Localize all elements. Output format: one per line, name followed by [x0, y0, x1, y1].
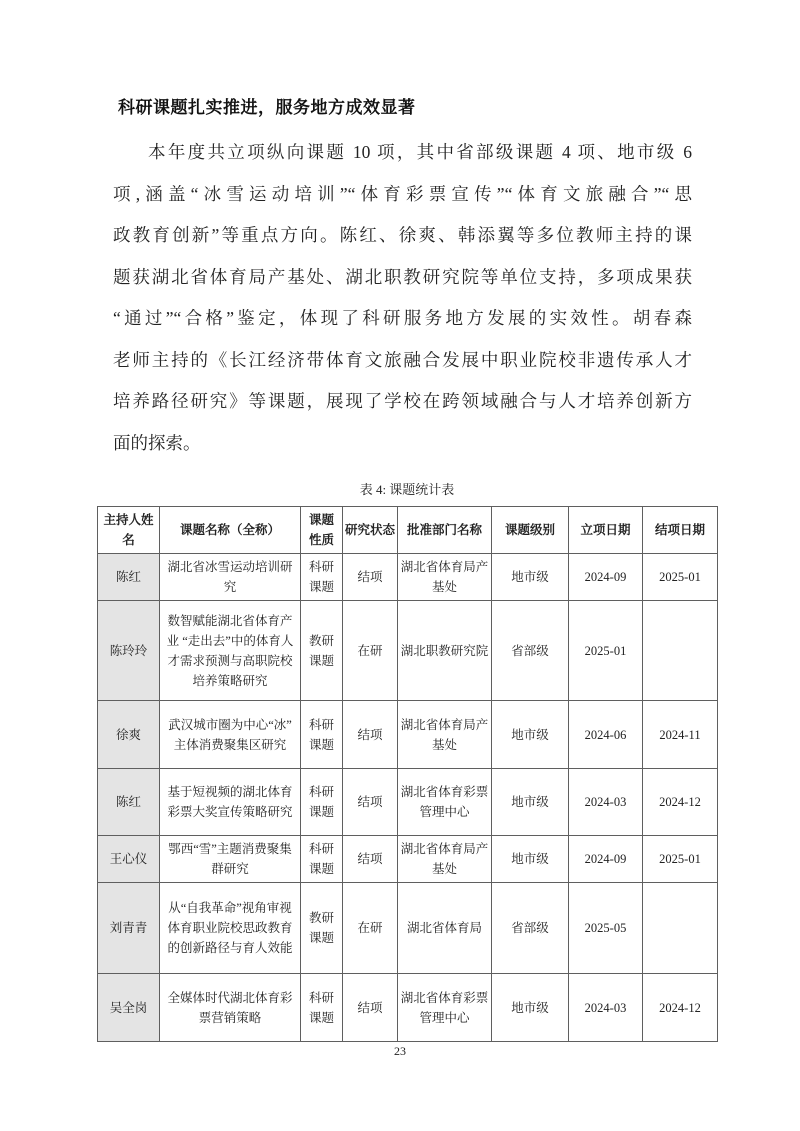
- column-header-topic-nature: 课题性质: [301, 507, 343, 554]
- cell-topic-nature: 科研课题: [301, 769, 343, 836]
- paragraph-line: “通过”“合格”鉴定，体现了科研服务地方发展的实效性。胡春森: [113, 308, 692, 328]
- cell-topic-level: 地市级: [492, 836, 569, 883]
- cell-presider-name: 陈玲玲: [98, 601, 160, 701]
- column-header-presider-name: 主持人姓名: [98, 507, 160, 554]
- body-paragraph: [113, 132, 692, 464]
- cell-topic-title: 湖北省冰雪运动培训研究: [160, 554, 301, 601]
- cell-topic-nature: 科研课题: [301, 974, 343, 1042]
- cell-research-status: 结项: [343, 836, 398, 883]
- cell-end-date: 2024-11: [643, 701, 718, 769]
- cell-approving-department: 湖北省体育局产基处: [398, 836, 492, 883]
- table-row: [98, 554, 718, 601]
- cell-end-date: 2024-12: [643, 769, 718, 836]
- page-number: 23: [394, 1044, 406, 1058]
- cell-approving-department: 湖北职教研究院: [398, 601, 492, 701]
- cell-topic-level: 地市级: [492, 701, 569, 769]
- cell-start-date: 2024-03: [569, 769, 643, 836]
- cell-approving-department: 湖北省体育彩票管理中心: [398, 974, 492, 1042]
- table-row: [98, 769, 718, 836]
- column-header-topic-title: 课题名称（全称）: [160, 507, 301, 554]
- cell-topic-title: 鄂西“雪”主题消费聚集群研究: [160, 836, 301, 883]
- cell-topic-level: 地市级: [492, 974, 569, 1042]
- cell-start-date: 2024-09: [569, 554, 643, 601]
- table-row: [98, 974, 718, 1042]
- cell-end-date: 2025-01: [643, 554, 718, 601]
- cell-topic-title: 基于短视频的湖北体育彩票大奖宣传策略研究: [160, 769, 301, 836]
- cell-research-status: 结项: [343, 974, 398, 1042]
- column-header-topic-level: 课题级别: [492, 507, 569, 554]
- table-caption: 表 4: 课题统计表: [359, 482, 455, 497]
- cell-topic-nature: 科研课题: [301, 701, 343, 769]
- column-header-end-date: 结项日期: [643, 507, 718, 554]
- paragraph-line: 本年度共立项纵向课题 10 项，其中省部级课题 4 项、地市级 6: [148, 142, 692, 162]
- paragraph-line: 培养路径研究》等课题，展现了学校在跨领域融合与人才培养创新方: [113, 391, 692, 411]
- cell-topic-title: 数智赋能湖北省体育产业 “走出去”中的体育人才需求预测与高职院校培养策略研究: [160, 601, 301, 701]
- table-row: [98, 883, 718, 974]
- cell-topic-nature: 教研课题: [301, 883, 343, 974]
- cell-approving-department: 湖北省体育局产基处: [398, 554, 492, 601]
- cell-topic-nature: 教研课题: [301, 601, 343, 701]
- cell-topic-level: 省部级: [492, 883, 569, 974]
- cell-end-date: [643, 601, 718, 701]
- paragraph-line: 老师主持的《长江经济带体育文旅融合发展中职业院校非遗传承人才: [113, 349, 692, 370]
- cell-research-status: 结项: [343, 701, 398, 769]
- paragraph-line: 题获湖北省体育局产基处、湖北职教研究院等单位支持，多项成果获: [113, 266, 692, 287]
- table-row: [98, 601, 718, 701]
- column-header-approving-department: 批准部门名称: [398, 507, 492, 554]
- cell-presider-name: 徐爽: [98, 701, 160, 769]
- cell-research-status: 结项: [343, 554, 398, 601]
- cell-start-date: 2025-01: [569, 601, 643, 701]
- cell-start-date: 2024-03: [569, 974, 643, 1042]
- cell-presider-name: 刘青青: [98, 883, 160, 974]
- cell-topic-level: 地市级: [492, 554, 569, 601]
- cell-approving-department: 湖北省体育彩票管理中心: [398, 769, 492, 836]
- topics-statistics-table: [97, 506, 718, 1042]
- table-row: [98, 836, 718, 883]
- cell-research-status: 在研: [343, 601, 398, 701]
- cell-end-date: 2024-12: [643, 974, 718, 1042]
- cell-start-date: 2025-05: [569, 883, 643, 974]
- column-header-start-date: 立项日期: [569, 507, 643, 554]
- cell-approving-department: 湖北省体育局: [398, 883, 492, 974]
- cell-end-date: [643, 883, 718, 974]
- cell-topic-level: 省部级: [492, 601, 569, 701]
- paragraph-line: 项,涵盖“冰雪运动培训”“体育彩票宣传”“体育文旅融合”“思: [113, 183, 692, 204]
- paragraph-line: 政教育创新”等重点方向。陈红、徐爽、韩添翼等多位教师主持的课: [113, 225, 692, 245]
- section-heading: 科研课题扎实推进，服务地方成效显著: [118, 98, 416, 117]
- cell-start-date: 2024-09: [569, 836, 643, 883]
- cell-research-status: 在研: [343, 883, 398, 974]
- cell-presider-name: 吴全岗: [98, 974, 160, 1042]
- cell-presider-name: 陈红: [98, 554, 160, 601]
- paragraph-line: 面的探索。: [113, 432, 201, 453]
- cell-start-date: 2024-06: [569, 701, 643, 769]
- table-header-row: [98, 507, 718, 554]
- cell-end-date: 2025-01: [643, 836, 718, 883]
- cell-presider-name: 王心仪: [98, 836, 160, 883]
- cell-presider-name: 陈红: [98, 769, 160, 836]
- cell-topic-title: 武汉城市圈为中心“冰”主体消费聚集区研究: [160, 701, 301, 769]
- table-row: [98, 701, 718, 769]
- cell-approving-department: 湖北省体育局产基处: [398, 701, 492, 769]
- cell-topic-title: 全媒体时代湖北体育彩票营销策略: [160, 974, 301, 1042]
- cell-research-status: 结项: [343, 769, 398, 836]
- cell-topic-nature: 科研课题: [301, 836, 343, 883]
- cell-topic-title: 从“自我革命”视角审视体育职业院校思政教育的创新路径与育人效能: [160, 883, 301, 974]
- cell-topic-nature: 科研课题: [301, 554, 343, 601]
- column-header-research-status: 研究状态: [343, 507, 398, 554]
- cell-topic-level: 地市级: [492, 769, 569, 836]
